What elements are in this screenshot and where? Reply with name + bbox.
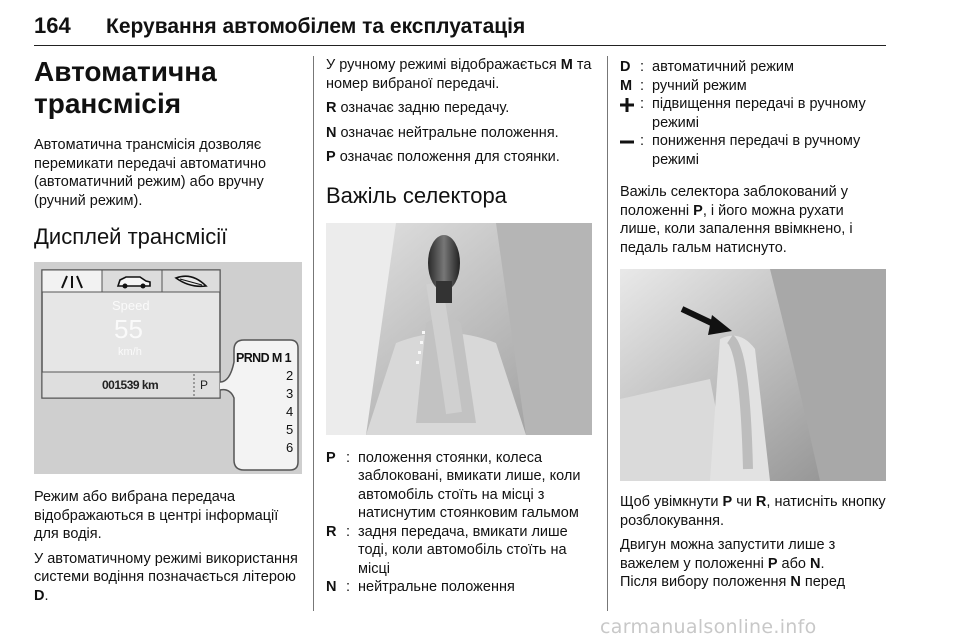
column-divider xyxy=(313,56,314,611)
speed-label: Speed xyxy=(112,298,150,313)
gear-lever-illustration xyxy=(326,223,592,435)
list-item: N : нейтральне положення xyxy=(326,579,515,595)
list-item: D : автоматичний режим xyxy=(620,59,794,75)
gear-indicator: P xyxy=(200,378,209,392)
after-selection-paragraph: Після вибору положення N перед xyxy=(620,574,846,590)
gear-callout-item: 5 xyxy=(286,422,294,437)
running-title: Керування автомобілем та експлуатація xyxy=(106,15,526,38)
park-paragraph: P означає положення для стоянки. xyxy=(326,149,560,165)
minus-icon xyxy=(620,132,640,169)
selector-positions-list xyxy=(326,449,596,597)
intro-paragraph: Автоматична трансмісія дозволяє перемикати передачі автоматично (автоматичний режим) або вручну (ручний режим). xyxy=(34,137,267,209)
odometer-readout: 001539 km xyxy=(102,378,159,392)
display-paragraph: Режим або вибрана передача відображаються в центрі інформації для водія. xyxy=(34,489,279,542)
lock-paragraph: Важіль селектора заблокований у положенні P, і його можна рухати лише, коли запалення ввімкнено, і педаль гальм натиснуто. xyxy=(620,184,853,256)
section-title: Автоматична трансмісія xyxy=(34,56,217,119)
column-middle xyxy=(326,56,596,597)
gear-callout-item: 6 xyxy=(286,440,294,455)
gear-callout-item: 3 xyxy=(286,386,294,401)
unlock-button-illustration xyxy=(620,269,886,481)
transmission-display-figure xyxy=(34,262,302,474)
list-item: P : положення стоянки, колеса заблоковані, вмикати лише, коли автомобіль стоїть на місці з натиснутим стоянковим гальмом xyxy=(326,449,581,521)
unlock-button-photo xyxy=(620,269,886,481)
speed-unit: km/h xyxy=(118,346,142,358)
selector-lever-photo xyxy=(326,223,592,435)
column-divider xyxy=(607,56,608,611)
speed-value: 55 xyxy=(114,314,143,344)
auto-mode-paragraph: У автоматичному режимі використання системи водіння позначається літерою D. xyxy=(34,550,298,604)
mode-list xyxy=(620,58,888,169)
list-item: : пониження передачі в ручному режимі xyxy=(620,132,888,169)
plus-icon xyxy=(620,95,640,132)
page-number: 164 xyxy=(34,13,71,38)
unlock-paragraph: Щоб увімкнути P чи R, натисніть кнопку розблокування. xyxy=(620,494,886,529)
manual-mode-paragraph: У ручному режимі відображається M та номер вибраної передачі. xyxy=(326,57,592,92)
neutral-paragraph: N означає нейтральне положення. xyxy=(326,124,559,141)
engine-start-paragraph: Двигун можна запустити лише з важелем у положенні P або N. xyxy=(620,537,836,572)
list-item: R : задня передача, вмикати лише тоді, коли автомобіль стоїть на місці xyxy=(326,523,568,577)
reverse-paragraph: R означає задню передачу. xyxy=(326,100,510,116)
gear-callout-header: PRND M 1 xyxy=(236,351,291,365)
column-right xyxy=(620,56,888,598)
selector-heading: Важіль селектора xyxy=(326,182,507,208)
list-item: M : ручний режим xyxy=(620,77,747,94)
cluster-display-illustration xyxy=(34,262,302,474)
gear-callout-item: 2 xyxy=(286,368,294,383)
gear-callout-item: 4 xyxy=(286,404,294,419)
list-item: : підвищення передачі в ручному режимі xyxy=(620,95,888,132)
column-left xyxy=(34,56,302,611)
page-header xyxy=(34,10,886,46)
watermark: carmanualsonline.info xyxy=(600,616,817,638)
display-heading: Дисплей трансмісії xyxy=(34,224,228,249)
